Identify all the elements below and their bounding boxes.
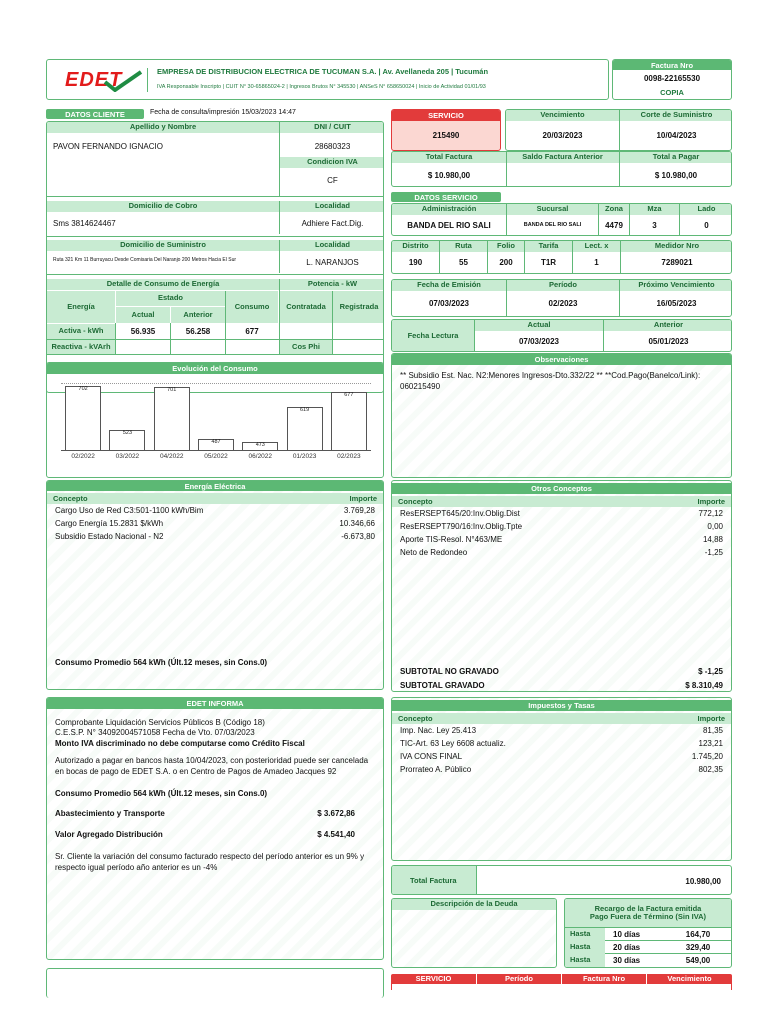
chart-bar — [65, 386, 101, 450]
informa-line: Sr. Cliente la variación del consumo facturado respecto del período anterior es un 9% y respecto igual período año anterior es un -4% — [55, 852, 365, 872]
folio-value: 200 — [499, 258, 513, 267]
total-factura-bottom-label: Total Factura — [392, 866, 476, 895]
medidor-label: Medidor Nro — [621, 241, 732, 252]
energia-concepto-label: Concepto — [53, 494, 88, 503]
edet-logo-text: EDET — [65, 69, 123, 91]
corte-value: 10/04/2023 — [656, 131, 697, 140]
recargo-title: Recargo de la Factura emitida Pago Fuera de Término (Sin IVA) — [565, 899, 731, 927]
chart-bar — [154, 387, 190, 450]
impuestos-title: Impuestos y Tasas — [392, 700, 731, 711]
chart-bar-label: 619 — [299, 406, 310, 413]
datos-servicio-box — [391, 203, 732, 236]
servicio-label: SERVICIO — [392, 110, 500, 121]
actual-label: Actual — [116, 307, 170, 323]
chart-bar-label: 487 — [211, 438, 221, 445]
lado-label: Lado — [680, 204, 732, 215]
total-factura-bottom-value: 10.980,00 — [685, 877, 721, 886]
informa-line: C.E.S.P. N° 34092004571058 Fecha de Vto. 07/03/2023 — [55, 728, 255, 738]
deuda-title: Descripción de la Deuda — [392, 899, 556, 910]
iva-label: Condicion IVA — [279, 157, 384, 168]
informa-box — [46, 697, 384, 960]
periodo-label: Período — [507, 280, 619, 291]
informa-line: Autorizado a pagar en bancos hasta 10/04/2023, con posterioridad puede ser cancelada en bocas de pago de EDET S.A. o en Centro de Pagos de Amadeo Jacques 92 — [55, 756, 369, 776]
recargo-row: Hasta 30 días 549,00 — [565, 953, 731, 966]
tax-info: IVA Responsable Inscripto | CUIT N° 30-65865024-2 | Ingresos Brutos N° 345530 | ANSeS N° 658650024 | Inicio de Actividad 01/01/93 — [157, 84, 486, 90]
subtotal-no-gravado: SUBTOTAL NO GRAVADO $ -1,25 — [400, 667, 723, 676]
activa-label: Activa - kWh — [47, 324, 115, 339]
cobro-label: Domicilio de Cobro — [47, 201, 279, 212]
energia-promedio: Consumo Promedio 564 kWh (Últ.12 meses, sin Cons.0) — [55, 658, 268, 667]
medidor-value: 7289021 — [661, 258, 693, 267]
footer-periodo: Período — [476, 974, 561, 984]
bottom-left-box — [46, 968, 384, 998]
lect-label: Lect. x — [573, 241, 620, 252]
cosphi-label: Cos Phi — [280, 340, 332, 354]
list-item: Aporte TIS-Resol. N°463/ME 14,88 — [400, 535, 723, 544]
total-factura-box — [391, 865, 732, 895]
lect-anterior-value: 05/01/2023 — [648, 337, 689, 346]
consumo-label: Consumo — [226, 291, 278, 323]
chart-bar — [198, 439, 234, 450]
datos-servicio-title: DATOS SERVICIO — [391, 192, 501, 202]
servicio-box — [391, 109, 501, 151]
localidad-cobro-label: Localidad — [279, 201, 384, 212]
impuestos-header — [392, 713, 731, 724]
chart-bar — [109, 430, 145, 450]
consumo-title: Detalle de Consumo de Energía — [47, 279, 279, 290]
recargo-row: Hasta 20 días 329,40 — [565, 940, 731, 953]
fecha-consulta: Fecha de consulta/impresión 15/03/2023 14:47 — [150, 109, 296, 116]
administracion-label: Administración — [392, 204, 506, 215]
deuda-box — [391, 898, 557, 968]
emision-box — [391, 279, 732, 317]
lect-actual-label: Actual — [475, 320, 603, 331]
potencia-label: Potencia - kW — [279, 279, 384, 290]
otros-list — [392, 507, 731, 559]
energia-header — [47, 493, 383, 504]
apellido-label: Apellido y Nombre — [47, 122, 279, 133]
chart-title: Evolución del Consumo — [47, 363, 383, 374]
edet-logo — [61, 68, 141, 92]
consumo-table — [47, 279, 384, 357]
lect-actual-value: 07/03/2023 — [518, 337, 560, 346]
chart-tick-label: 02/2023 — [337, 453, 361, 460]
total-pagar-value: $ 10.980,00 — [654, 170, 698, 180]
chart-bar-label: 701 — [167, 386, 177, 393]
checkmark-icon — [103, 70, 143, 92]
activa-anterior: 56.258 — [185, 327, 211, 336]
header-box — [46, 59, 609, 100]
factura-label: Factura Nro — [613, 60, 731, 70]
chart-tick-label: 01/2023 — [292, 453, 317, 460]
recargo-row: Hasta 10 días 164,70 — [565, 927, 731, 940]
footer-factura: Factura Nro — [561, 974, 646, 984]
informa-line: Consumo Promedio 564 kWh (Últ.12 meses, sin Cons.0) — [55, 788, 268, 798]
list-item: TIC-Art. 63 Ley 6608 actualiz. 123,21 — [400, 739, 723, 748]
estado-label: Estado — [116, 291, 225, 306]
energia-label: Energía — [47, 291, 115, 323]
chart-bar — [331, 392, 367, 450]
zona-value: 4479 — [605, 220, 623, 230]
energia-box — [46, 480, 384, 690]
localidad-sum-value: L. NARANJOS — [279, 251, 384, 273]
company-name: EMPRESA DE DISTRIBUCION ELECTRICA DE TUCUMAN S.A. | Av. Avellaneda 205 | Tucumán — [157, 67, 489, 76]
footer-servicio: SERVICIO — [415, 974, 452, 983]
impuestos-concepto-label: Concepto — [398, 714, 433, 723]
dni-value: 28680323 — [279, 135, 384, 157]
otros-importe-label: Importe — [697, 497, 725, 506]
total-pagar-label: Total a Pagar — [619, 152, 732, 163]
chart-bar-label: 473 — [255, 442, 265, 448]
factura-box — [612, 59, 732, 100]
suministro-label: Domicilio de Suministro — [47, 240, 279, 251]
zona-label: Zona — [599, 204, 629, 215]
anterior-label: Anterior — [171, 307, 225, 323]
list-item: IVA CONS FINAL 1.745,20 — [400, 752, 723, 761]
informa-title: EDET INFORMA — [47, 698, 383, 709]
footer-vencimiento: Vencimiento — [646, 974, 732, 984]
saldo-value — [506, 163, 619, 187]
chart-tick-label: 06/2022 — [248, 453, 273, 460]
copia-label: COPIA — [660, 87, 684, 97]
distrito-box — [391, 240, 732, 274]
energia-list — [47, 504, 383, 543]
informa-line: Monto IVA discriminado no debe computarse como Crédito Fiscal — [55, 738, 305, 748]
saldo-label: Saldo Factura Anterior — [506, 152, 619, 163]
list-item: Imp. Nac. Ley 25.413 81,35 — [400, 726, 723, 735]
observaciones-box — [391, 353, 732, 478]
recargo-rows — [565, 927, 731, 966]
suministro-value: Ruta 321 Km 11 Burruyacu Desde Comisaria Del Naranjo 200 Metros Hacia El Sur — [53, 257, 237, 263]
header-divider — [147, 68, 148, 92]
emision-value: 07/03/2023 — [428, 299, 470, 308]
ruta-label: Ruta — [440, 241, 487, 252]
impuestos-box — [391, 697, 732, 861]
energia-importe-label: Importe — [349, 494, 377, 503]
valor-row: Valor Agregado Distribución $ 4.541,40 — [55, 829, 355, 839]
tarifa-value: T1R — [540, 258, 557, 267]
servicio-value: 215490 — [432, 130, 460, 140]
distrito-label: Distrito — [392, 241, 439, 252]
chart-bar-label: 523 — [122, 429, 133, 436]
vencimiento-label: Vencimiento — [506, 110, 619, 121]
impuestos-list — [392, 724, 731, 776]
mza-label: Mza — [630, 204, 679, 215]
observaciones-text: ** Subsidio Est. Nac. N2:Menores Ingresos-Dto.332/22 ** **Cod.Pago(Banelco/Link): 060215490 — [400, 371, 701, 391]
list-item: Cargo Uso de Red C3:501-1100 kWh/Bim 3.769,28 — [55, 506, 375, 515]
chart-bar — [242, 442, 278, 450]
corte-label: Corte de Suministro — [620, 110, 732, 121]
iva-value: CF — [279, 168, 384, 192]
datos-cliente-title: DATOS CLIENTE — [46, 109, 144, 119]
abast-row: Abastecimiento y Transporte $ 3.672,86 — [55, 809, 355, 819]
registrada-label: Registrada — [333, 291, 384, 323]
chart-tick-label: 03/2022 — [115, 453, 140, 460]
factura-number: 0098-22165530 — [643, 73, 701, 83]
list-item: ResERSEPT790/16:Inv.Oblig.Tpte 0,00 — [400, 522, 723, 531]
cliente-box — [46, 121, 384, 393]
chart-tick-label: 02/2022 — [71, 453, 95, 460]
lect-anterior-label: Anterior — [604, 320, 732, 331]
localidad-cobro-value: Adhiere Fact.Dig. — [279, 212, 384, 234]
activa-actual: 56.935 — [130, 327, 156, 336]
chart-bar-label: 702 — [78, 386, 88, 393]
fecha-lectura-label: Fecha Lectura — [392, 320, 474, 352]
chart-ticks — [61, 453, 371, 463]
dni-label: DNI / CUIT — [279, 122, 384, 133]
sucursal-value: BANDA DEL RIO SALI — [523, 222, 582, 228]
informa-line: Comprobante Liquidación Servicios Públicos B (Código 18) — [55, 718, 265, 727]
activa-consumo: 677 — [245, 327, 259, 336]
consumo-chart-box — [46, 362, 384, 478]
energia-title: Energía Eléctrica — [47, 481, 383, 491]
cobro-value: Sms 3814624467 — [53, 218, 116, 228]
otros-header — [392, 496, 731, 507]
otros-box — [391, 480, 732, 692]
observaciones-title: Observaciones — [392, 354, 731, 365]
tarifa-label: Tarifa — [525, 241, 572, 252]
periodo-value: 02/2023 — [548, 299, 578, 308]
vencimiento-box — [505, 109, 732, 151]
chart-bar — [287, 407, 323, 450]
lectura-box — [391, 319, 732, 352]
recargo-box — [564, 898, 732, 968]
informa-content — [55, 718, 377, 873]
otros-concepto-label: Concepto — [398, 497, 433, 506]
subtotal-gravado: SUBTOTAL GRAVADO $ 8.310,49 — [400, 681, 723, 690]
lect-value: 1 — [594, 258, 599, 267]
localidad-sum-label: Localidad — [279, 240, 384, 251]
ruta-value: 55 — [459, 258, 468, 267]
prox-venc-value: 16/05/2023 — [656, 299, 697, 308]
list-item: Prorrateo A. Público 802,35 — [400, 765, 723, 774]
chart-tick-label: 05/2022 — [204, 453, 228, 460]
footer-bar — [391, 974, 732, 984]
chart-tick-label: 04/2022 — [159, 453, 184, 460]
totales-box — [391, 151, 732, 187]
chart-plot — [61, 383, 371, 451]
impuestos-importe-label: Importe — [697, 714, 725, 723]
reactiva-label: Reactiva - kVArh — [47, 340, 115, 354]
lado-value: 0 — [704, 220, 709, 230]
chart-bar-label: 677 — [344, 392, 354, 399]
emision-label: Fecha de Emisión — [392, 280, 506, 291]
list-item: Neto de Redondeo -1,25 — [400, 548, 723, 557]
administracion-value: BANDA DEL RIO SALI — [407, 220, 491, 230]
list-item: Subsidio Estado Nacional - N2 -6.673,80 — [55, 532, 375, 541]
list-item: Cargo Energía 15.2831 $/kWh 10.346,66 — [55, 519, 375, 528]
otros-title: Otros Conceptos — [392, 483, 731, 494]
folio-label: Folio — [488, 241, 524, 252]
mza-value: 3 — [652, 220, 657, 230]
vencimiento-value: 20/03/2023 — [542, 131, 583, 140]
sucursal-label: Sucursal — [507, 204, 598, 215]
prox-venc-label: Próximo Vencimiento — [620, 280, 732, 291]
apellido-value: PAVON FERNANDO IGNACIO — [53, 141, 163, 151]
total-factura-value: $ 10.980,00 — [427, 170, 471, 180]
distrito-value: 190 — [408, 258, 423, 267]
contratada-label: Contratada — [280, 291, 332, 323]
list-item: ResERSEPT645/20:Inv.Oblig.Dist 772,12 — [400, 509, 723, 518]
total-factura-label: Total Factura — [392, 152, 506, 163]
